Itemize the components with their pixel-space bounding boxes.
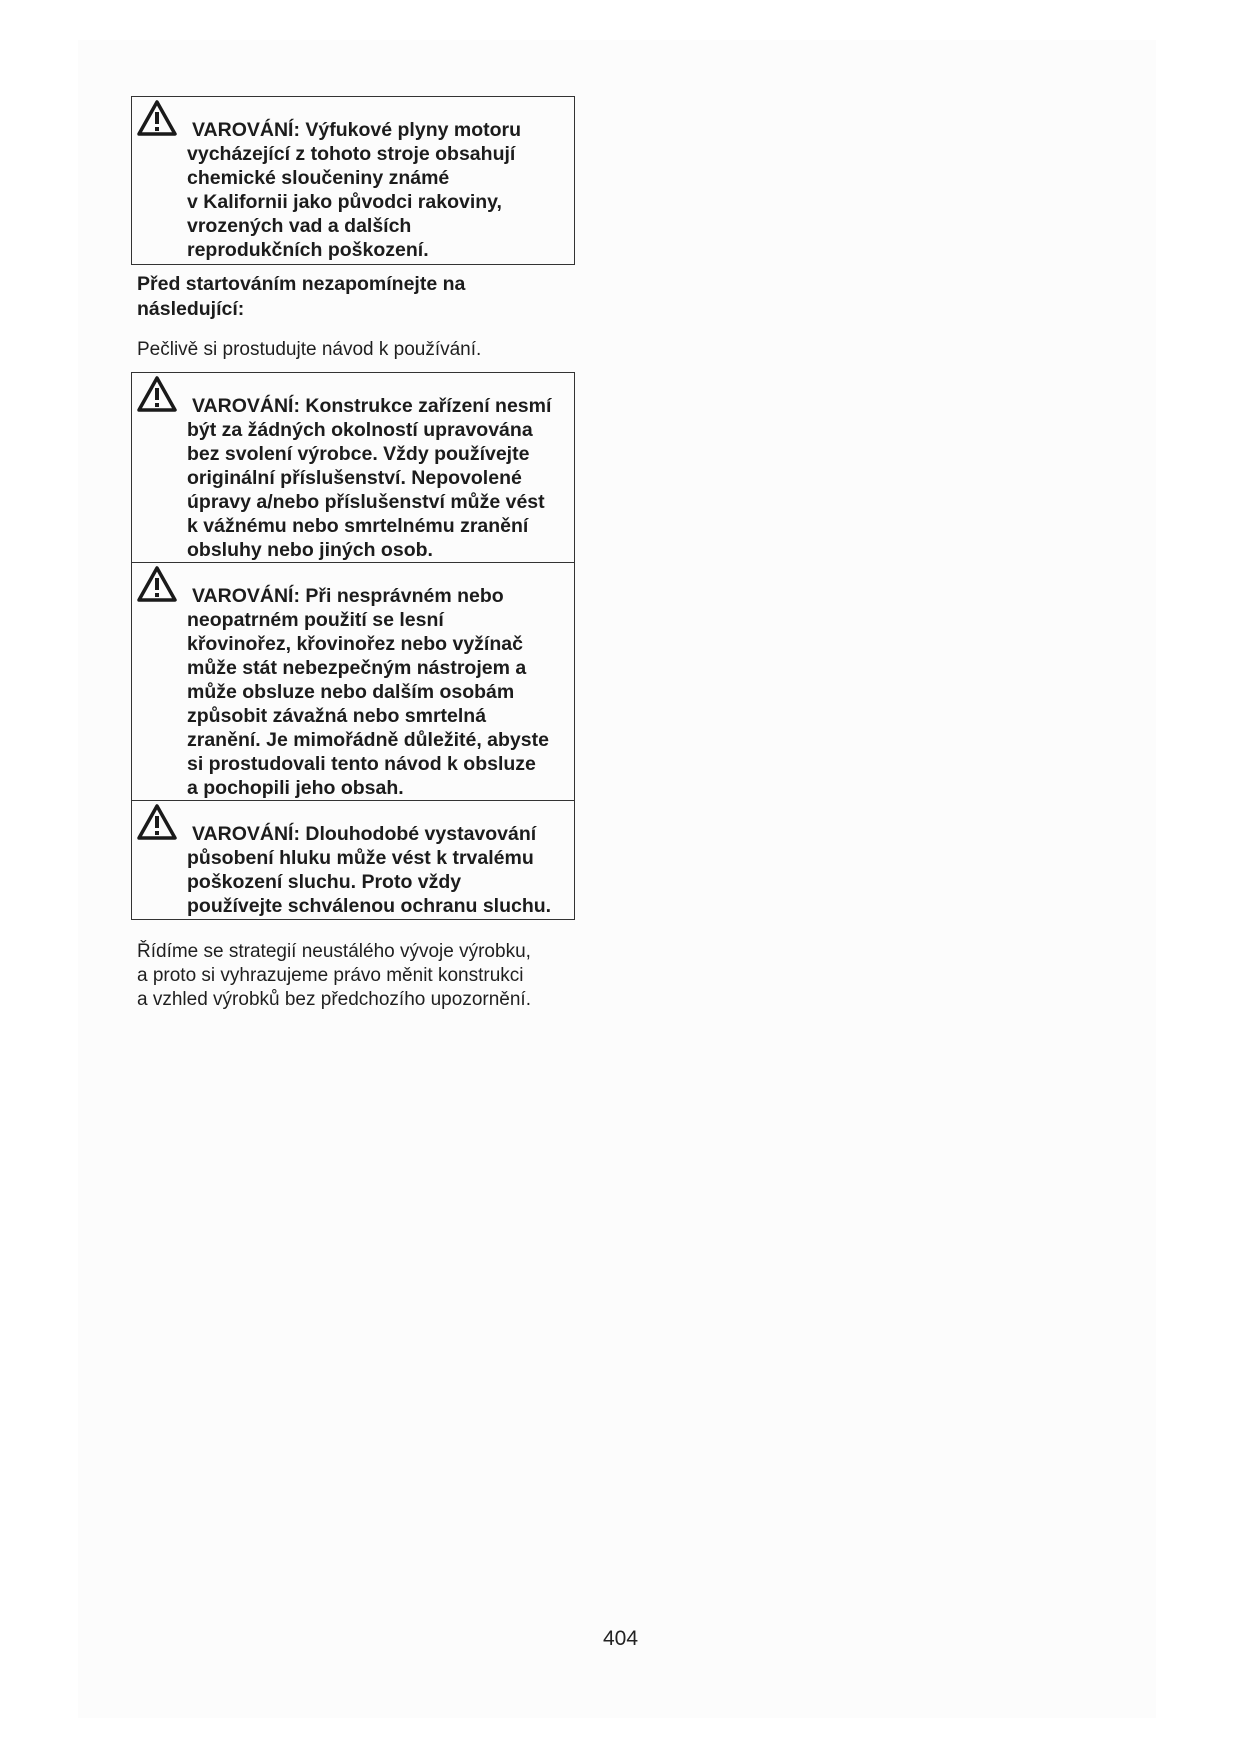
warning-triangle-icon bbox=[136, 565, 178, 603]
page-number: 404 bbox=[602, 1627, 639, 1650]
warning-box-noise bbox=[132, 801, 574, 919]
warning-box-modification bbox=[132, 373, 574, 563]
warning-triangle-icon bbox=[136, 99, 178, 137]
warning-box-exhaust bbox=[131, 96, 575, 265]
warning-label: VAROVÁNÍ: bbox=[192, 823, 300, 845]
warning-triangle-icon bbox=[136, 803, 178, 841]
study-manual-text: Pečlivě si prostudujte návod k používání. bbox=[137, 339, 482, 360]
warning-text: VAROVÁNÍ: Dlouhodobé vystavování působení hluku může vést k trvalému poškození sluchu. Proto vždy používejte schválenou ochranu sluchu. bbox=[187, 823, 552, 917]
before-start-heading: Před startováním nezapomínejte na následující: bbox=[137, 273, 466, 320]
warning-label: VAROVÁNÍ: bbox=[192, 119, 300, 141]
policy-note: Řídíme se strategií neustálého vývoje výrobku, a proto si vyhrazujeme právo měnit konstrukci a vzhled výrobků bez předchozího upozornění. bbox=[137, 941, 531, 1010]
warning-label: VAROVÁNÍ: bbox=[192, 395, 300, 417]
warning-label: VAROVÁNÍ: bbox=[192, 585, 300, 607]
warning-triangle-icon bbox=[136, 375, 178, 413]
warning-text: VAROVÁNÍ: Při nesprávném nebo neopatrném použití se lesní křovinořez, křovinořez nebo vyžínač může stát nebezpečným nástrojem a může obsluze nebo dalším osobám způsobit závažná nebo smrtelná zranění. Je mimořádně důležité, abyste si prostudovali tento návod k obsluze a pochopili jeho obsah. bbox=[187, 585, 549, 799]
warning-box-misuse bbox=[132, 563, 574, 801]
warning-group bbox=[131, 372, 575, 920]
warning-text: VAROVÁNÍ: Konstrukce zařízení nesmí být za žádných okolností upravována bez svolení výrobce. Vždy používejte originální příslušenství. Nepovolené úpravy a/nebo příslušenství může vést k vážnému nebo smrtelnému zranění obsluhy nebo jiných osob. bbox=[187, 395, 552, 561]
warning-text: VAROVÁNÍ: Výfukové plyny motoru vycházející z tohoto stroje obsahují chemické sloučeniny známé v Kalifornii jako původci rakoviny, vrozených vad a dalších reprodukčních poškození. bbox=[187, 119, 522, 261]
